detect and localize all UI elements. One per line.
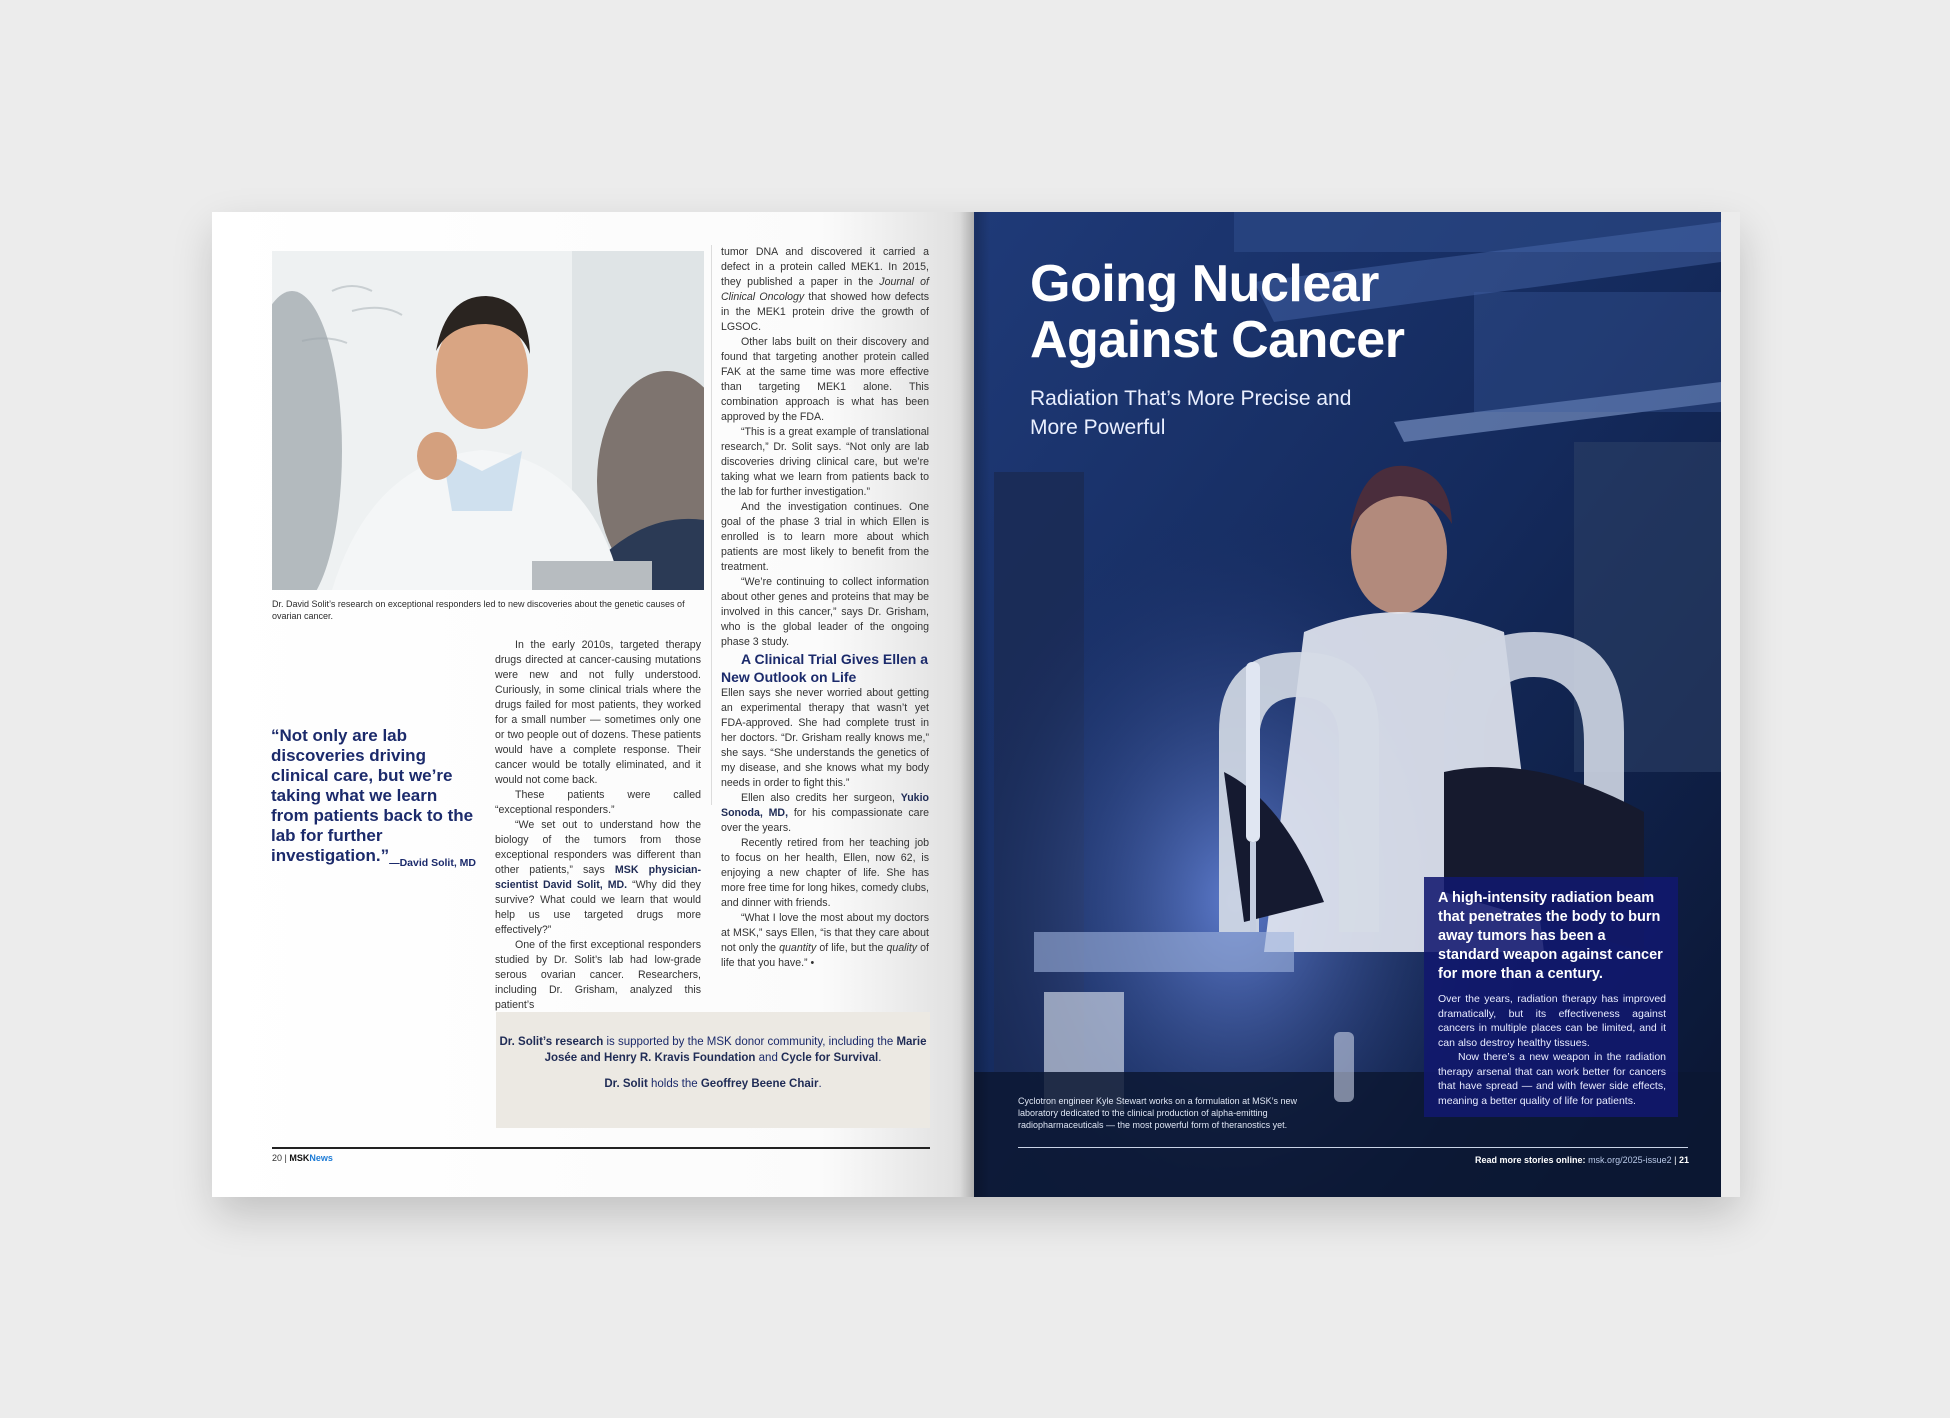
column-divider	[711, 245, 712, 805]
footer-url[interactable]: msk.org/2025-issue2	[1588, 1155, 1672, 1165]
article-column-1	[495, 638, 701, 1013]
photo-caption: Dr. David Solit’s research on exceptional responders led to new discoveries about the genetic causes of ovarian cancer.	[272, 599, 685, 621]
paragraph: Now there’s a new weapon in the radiation therapy arsenal that can work better for cancers that have spread — and with fewer side effects, meaning a better quality of life for patients.	[1438, 1051, 1666, 1107]
page-footer-left	[272, 1153, 333, 1163]
paragraph: In the early 2010s, targeted therapy drugs directed at cancer-causing mutations were new and not fully understood. Curiously, in some clinical trials where the drugs failed for most patients, they worked for a small number — sometimes only one or two people out of dozens. These patients would have a complete response. Their cancer would be totally eliminated, and it would not come back.	[495, 639, 701, 786]
donor-line-2: Dr. Solit holds the Geoffrey Beene Chair.	[604, 1078, 822, 1090]
paragraph: Ellen says she never worried about getting an experimental therapy that wasn’t yet FDA-approved. She had complete trust in her doctors. “Dr. Grisham really knows me,” she says. “She understands the genetics of my disease, and she knows what my body needs in order to fight this.”	[721, 687, 929, 789]
donor-line-1: Dr. Solit’s research is supported by the MSK donor community, including the Marie Josée and Henry R. Kravis Foundation and Cycle for Survival.	[499, 1036, 927, 1064]
footer-rule	[272, 1147, 930, 1149]
footer-separator: |	[1674, 1155, 1677, 1165]
paragraph: Recently retired from her teaching job to focus on her health, Ellen, now 62, is enjoying a new chapter of life. She has more free time for long hikes, comedy clubs, and dinner with friends.	[721, 837, 929, 909]
intro-box	[1424, 877, 1678, 1117]
paragraph: One of the first exceptional responders studied by Dr. Solit’s lab had low-grade serous ovarian cancer. Researchers, including Dr. Grisham, analyzed this patient’s	[495, 939, 701, 1011]
pull-quote-attribution: —David Solit, MD	[389, 857, 476, 869]
page-footer-right	[1475, 1155, 1689, 1165]
photo-caption: Cyclotron engineer Kyle Stewart works on a formulation at MSK’s new laboratory dedicated to the clinical production of alpha-emitting radiopharmaceuticals — the most powerful form of theranostics yet.	[1018, 1096, 1297, 1130]
paragraph: Other labs built on their discovery and found that targeting another protein called FAK at the same time was more effective than targeting MEK1 alone. This combination approach is what has been approved by the FDA.	[721, 336, 929, 423]
article-column-2	[721, 245, 929, 971]
footer-rule	[1018, 1147, 1688, 1148]
paragraph: These patients were called “exceptional responders.”	[495, 789, 701, 816]
footer-label: Read more stories online:	[1475, 1155, 1589, 1165]
paragraph: Over the years, radiation therapy has improved dramatically, but its effectiveness against cancers in multiple places can be limited, and it can also destroy healthy tissues.	[1438, 993, 1666, 1049]
page-number: 21	[1678, 1155, 1689, 1165]
intro-body	[1438, 992, 1666, 1108]
intro-lead: A high-intensity radiation beam that penetrates the body to burn away tumors has been a standard weapon against cancer for more than a century.	[1438, 890, 1663, 982]
pull-quote: “Not only are lab discoveries driving clinical care, but we’re taking what we learn from patients back to the lab for further investigation.”	[271, 726, 474, 865]
brand-news: News	[309, 1153, 333, 1163]
paragraph: tumor DNA and discovered it carried a defect in a protein called MEK1. In 2015, they published a paper in the Journal of Clinical Oncology that showed how defects in the MEK1 protein drive the growth of LGSOC.	[721, 246, 929, 333]
donor-box	[496, 1012, 930, 1128]
brand-msk: MSK	[289, 1153, 310, 1163]
doctor-photo	[272, 251, 704, 590]
paragraph: And the investigation continues. One goal of the phase 3 trial in which Ellen is enrolled is to learn more about which patients are most likely to benefit from the treatment.	[721, 501, 929, 573]
right-page	[974, 212, 1721, 1197]
subtitle: Radiation That’s More Precise and More Powerful	[1030, 387, 1352, 439]
paragraph: “This is a great example of translational research,” Dr. Solit says. “Not only are lab discoveries driving clinical care, but we’re taking what we learn from patients back to the lab for further investigation.”	[721, 426, 929, 498]
section-subhead: A Clinical Trial Gives Ellen a New Outlook on Life	[721, 651, 929, 685]
paragraph: “We’re continuing to collect information about other genes and proteins that may be involved in this cancer,” says Dr. Grisham, who is the global leader of the ongoing phase 3 study.	[721, 576, 929, 648]
footer-separator: |	[284, 1153, 287, 1163]
left-page	[212, 212, 974, 1197]
paragraph: Ellen also credits her surgeon, Yukio Sonoda, MD, for his compassionate care over the years.	[721, 792, 929, 834]
page-number: 20	[272, 1153, 283, 1163]
paragraph: “We set out to understand how the biology of the tumors from those exceptional responders was different than other patients,” says MSK physician-scientist David Solit, MD. “Why did they survive? What could we learn that would help us use targeted drugs more effectively?”	[495, 819, 701, 936]
headline: Going Nuclear Against Cancer	[1030, 255, 1405, 369]
paragraph: “What I love the most about my doctors at MSK,” says Ellen, “is that they care about not only the quantity of life, but the quality of life that you have.” •	[721, 912, 929, 969]
